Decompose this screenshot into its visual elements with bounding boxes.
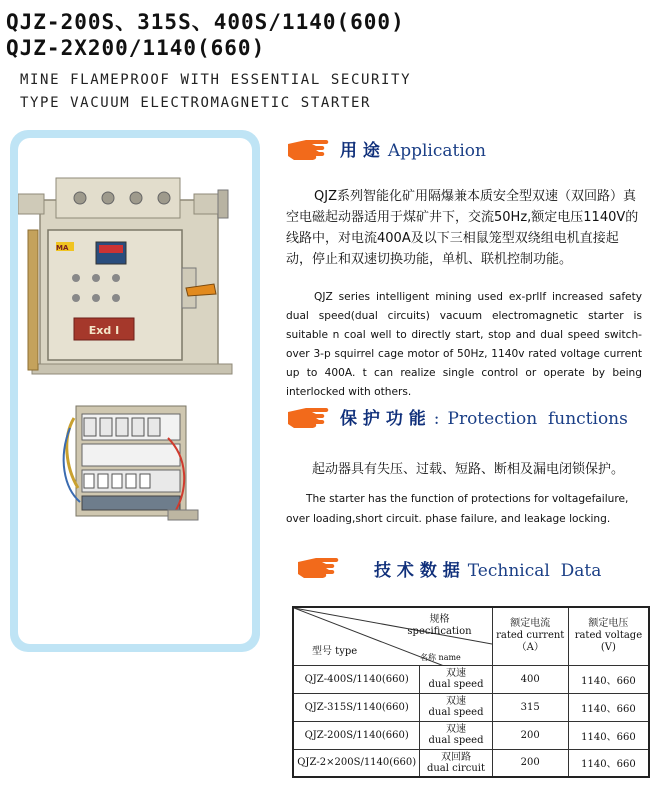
header-current-en: rated current (496, 630, 565, 642)
technical-data-table (292, 606, 650, 778)
application-heading-en: Application (387, 141, 486, 161)
header-current-unit: （A） (516, 642, 544, 654)
header-spec-en: specification (407, 626, 472, 637)
cell-current: 400 (492, 665, 568, 693)
application-heading (340, 136, 486, 161)
protection-text-en-1: The starter has the function of protections for voltagefailure, (306, 493, 629, 505)
application-heading-cn: 用 途 (340, 141, 380, 161)
cell-model: QJZ-200S/1140(660) (293, 721, 420, 749)
product-image-panel (10, 130, 260, 652)
table-header-row (293, 607, 649, 665)
cell-current: 200 (492, 749, 568, 777)
cell-name-en: dual speed (428, 679, 484, 690)
table-row (293, 749, 649, 777)
header-type: 型号 type (312, 646, 358, 657)
cell-current: 200 (492, 721, 568, 749)
header-spec-cn: 规格 (429, 614, 450, 625)
subtitle-line-2: TYPE VACUUM ELECTROMAGNETIC STARTER (20, 95, 372, 111)
subtitle-line-1: MINE FLAMEPROOF WITH ESSENTIAL SECURITY (20, 72, 412, 88)
technical-heading-en: Technical Data (467, 561, 602, 581)
technical-heading-cn: 技 术 数 据 (374, 561, 460, 581)
header-voltage-cn: 额定电压 (588, 618, 629, 630)
cell-voltage: 1140、660 (568, 749, 649, 777)
pointing-hand-icon (286, 402, 330, 430)
cell-voltage: 1140、660 (568, 693, 649, 721)
cell-name-cn: 双回路 (440, 751, 471, 763)
cell-name (420, 665, 492, 693)
cell-model: QJZ-2×200S/1140(660) (293, 749, 420, 777)
cell-name-cn: 双速 (445, 668, 466, 679)
pointing-hand-icon (296, 552, 340, 580)
header-current (492, 607, 568, 665)
cell-voltage: 1140、660 (568, 721, 649, 749)
cell-model: QJZ-315S/1140(660) (293, 693, 420, 721)
application-text-en: QJZ series intelligent mining used ex-prllf increased safety dual speed(dual circuits) vacuum electromagnetic starter is suitable n coal well to directly start, stop and dual speed switch-over 3-p squirrel cage motor of 50Hz, 1140v rated voltage current up to 400A. t can realize single control or operate by being interlocked with others. (286, 291, 642, 398)
cell-name-cn: 双速 (445, 724, 466, 735)
protection-heading-cn: 保 护 功 能 (340, 409, 426, 429)
protection-heading (340, 404, 628, 429)
technical-heading (374, 556, 601, 581)
header-voltage-en: rated voltage (574, 630, 643, 642)
cell-name-en: dual speed (428, 735, 484, 746)
protection-heading-en: Protection functions (447, 409, 628, 429)
table-diagonal-header (293, 607, 492, 665)
cell-name (420, 693, 492, 721)
cell-current: 315 (492, 693, 568, 721)
cell-model: QJZ-400S/1140(660) (293, 665, 420, 693)
header-current-cn: 额定电流 (510, 618, 551, 630)
front-plate-label: MA (56, 244, 69, 252)
internal-chassis (64, 406, 198, 520)
table-row (293, 693, 649, 721)
header-name: 名称 name (420, 653, 461, 662)
cell-name-en: dual speed (428, 707, 484, 718)
table-row (293, 665, 649, 693)
product-image-frame (18, 138, 252, 644)
cell-voltage: 1140、660 (568, 665, 649, 693)
header-voltage-unit: (V) (600, 642, 616, 654)
protection-heading-sep: : (433, 409, 440, 429)
cell-name-en: dual circuit (426, 762, 485, 774)
protection-text-cn: 起动器具有失压、过载、短路、断相及漏电闭锁保护。 (312, 462, 625, 477)
title-line-1: QJZ-200S、315S、400S/1140(600) (6, 10, 405, 34)
pointing-hand-icon (286, 134, 330, 162)
table-row (293, 721, 649, 749)
starter-illustration (18, 138, 252, 644)
explosion-mark: Exd I (88, 324, 120, 337)
cell-name-cn: 双速 (445, 696, 466, 707)
cell-name (420, 721, 492, 749)
header-voltage (568, 607, 649, 665)
application-text-cn: QJZ系列智能化矿用隔爆兼本质安全型双速（双回路）真空电磁起动器适用于煤矿井下，交流50Hz,额定电压1140V的线路中，对电流400A及以下三相鼠笼型双绕组电机直接起动，停止和双速切换功能，单机、联机控制功能。 (286, 189, 639, 267)
title-line-2: QJZ-2X200/1140(660) (6, 36, 266, 60)
starter-enclosure (18, 178, 232, 374)
cell-name (420, 749, 492, 777)
protection-text-en-2: over loading,short circuit. phase failure, and leakage locking. (286, 513, 611, 525)
